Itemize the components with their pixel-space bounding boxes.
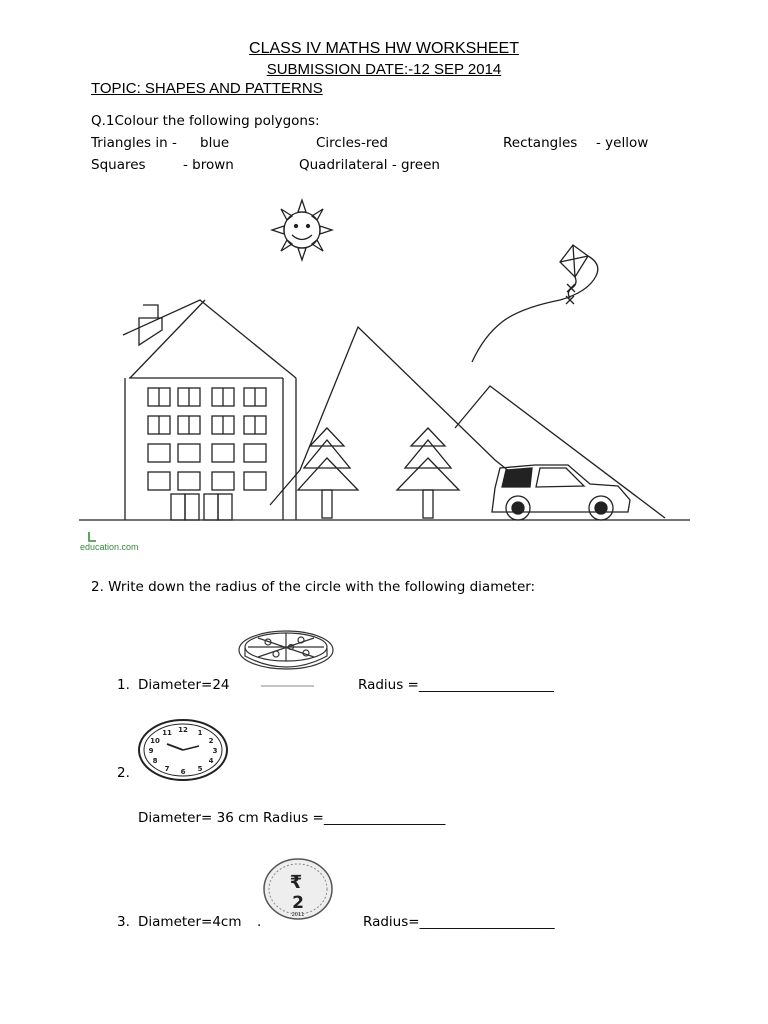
coin-image [262,857,334,921]
clock-num-7: 7 [164,765,170,773]
clock-image [137,718,229,782]
item2-diameter-radius: Diameter= 36 cm Radius =__________________ [138,810,446,826]
q1-brown: - brown [183,157,234,173]
q1-blue: blue [200,135,230,151]
item3-dot: . [257,914,262,930]
clock-num-12: 12 [178,726,188,734]
clock-num-5: 5 [197,765,203,773]
sun-drawing [272,200,332,260]
item1-diameter: Diameter=24 [138,677,230,693]
item1-number: 1. [117,677,130,693]
tree-right [397,428,459,518]
item3-diameter: Diameter=4cm [138,914,242,930]
clock-num-3: 3 [212,747,218,755]
clock-num-10: 10 [150,737,160,745]
pizza-image [236,620,336,690]
q1-yellow: - yellow [596,135,649,151]
tree-left [298,428,358,518]
coin-year: 2011 [291,912,305,918]
item3-radius: Radius=____________________ [363,914,555,930]
car-drawing [492,465,630,520]
education-logo: education.com [80,542,139,552]
q1-heading: Q.1Colour the following polygons: [91,113,320,129]
clock-num-8: 8 [152,757,158,765]
item1-radius: Radius =____________________ [358,677,554,693]
clock-num-9: 9 [148,747,154,755]
coin-value: 2 [292,893,304,913]
clock-num-1: 1 [197,729,203,737]
kite-drawing [472,245,598,362]
item3-number: 3. [117,914,130,930]
topic: TOPIC: SHAPES AND PATTERNS [91,80,323,97]
q1-quadrilateral: Quadrilateral - green [299,157,440,173]
clock-num-11: 11 [162,729,172,737]
worksheet-title: CLASS IV MATHS HW WORKSHEET [249,40,519,57]
q1-rectangles: Rectangles [503,135,578,151]
q1-circles: Circles-red [316,135,388,151]
item2-number: 2. [117,765,130,781]
q2-heading: 2. Write down the radius of the circle with the following diameter: [91,579,536,595]
clock-num-2: 2 [208,737,214,745]
clock-num-6: 6 [180,768,186,776]
submission-date: SUBMISSION DATE:-12 SEP 2014 [266,61,502,78]
q1-triangles: Triangles in - [91,135,177,151]
clock-num-4: 4 [208,757,214,765]
q1-squares: Squares [91,157,146,173]
coin-rupee-symbol: ₹ [289,872,303,893]
house-drawing [123,300,296,520]
